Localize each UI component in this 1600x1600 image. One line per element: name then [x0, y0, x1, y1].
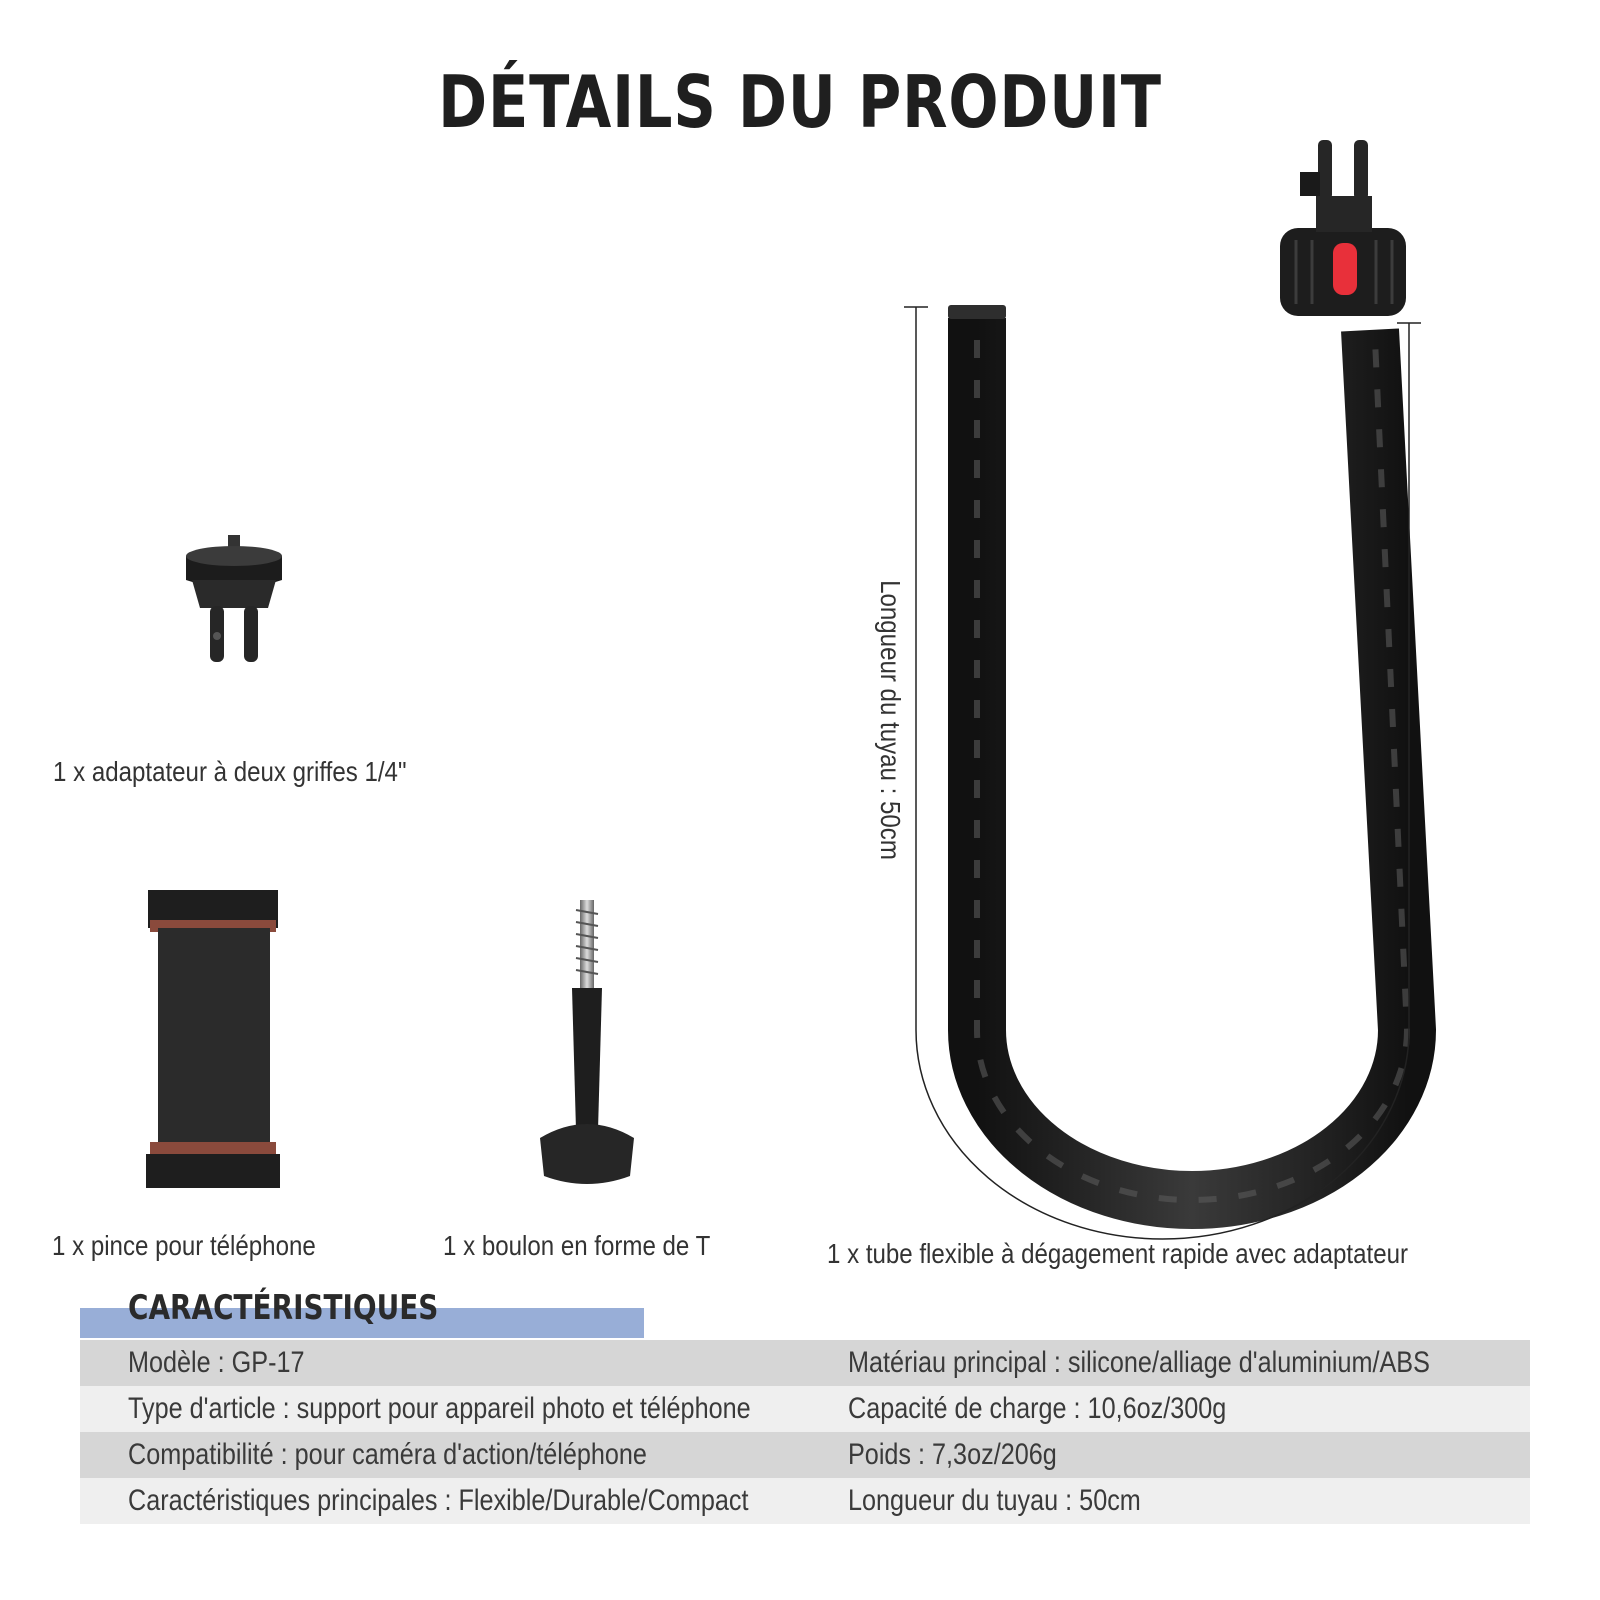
spec-row [80, 1432, 1530, 1478]
caption-adapter: 1 x adaptateur à deux griffes 1/4" [53, 756, 407, 787]
caption-phone-clamp: 1 x pince pour téléphone [52, 1230, 316, 1261]
t-bolt-image [540, 900, 634, 1184]
page-title: DÉTAILS DU PRODUIT [438, 60, 1162, 144]
tube-length-label: Longueur du tuyau : 50cm [875, 580, 906, 860]
spec-left: Modèle : GP-17 [128, 1346, 305, 1379]
flexible-tube-image [948, 140, 1407, 1200]
spec-right: Longueur du tuyau : 50cm [848, 1484, 1141, 1517]
spec-row [80, 1340, 1530, 1386]
spec-right: Capacité de charge : 10,6oz/300g [848, 1392, 1227, 1425]
spec-left: Caractéristiques principales : Flexible/Durable/Compact [128, 1484, 749, 1517]
specs-heading: CARACTÉRISTIQUES [128, 1288, 439, 1328]
specs-table [80, 1340, 1530, 1524]
two-prong-adapter-image [186, 535, 282, 662]
caption-tube: 1 x tube flexible à dégagement rapide avec adaptateur [827, 1238, 1409, 1269]
caption-t-bolt: 1 x boulon en forme de T [443, 1230, 711, 1261]
spec-right: Poids : 7,3oz/206g [848, 1438, 1057, 1471]
spec-right: Matériau principal : silicone/alliage d'aluminium/ABS [848, 1346, 1430, 1379]
spec-left: Compatibilité : pour caméra d'action/téléphone [128, 1438, 647, 1471]
spec-row [80, 1386, 1530, 1432]
phone-clamp-image [146, 890, 280, 1188]
spec-row [80, 1478, 1530, 1524]
spec-left: Type d'article : support pour appareil photo et téléphone [128, 1392, 751, 1425]
